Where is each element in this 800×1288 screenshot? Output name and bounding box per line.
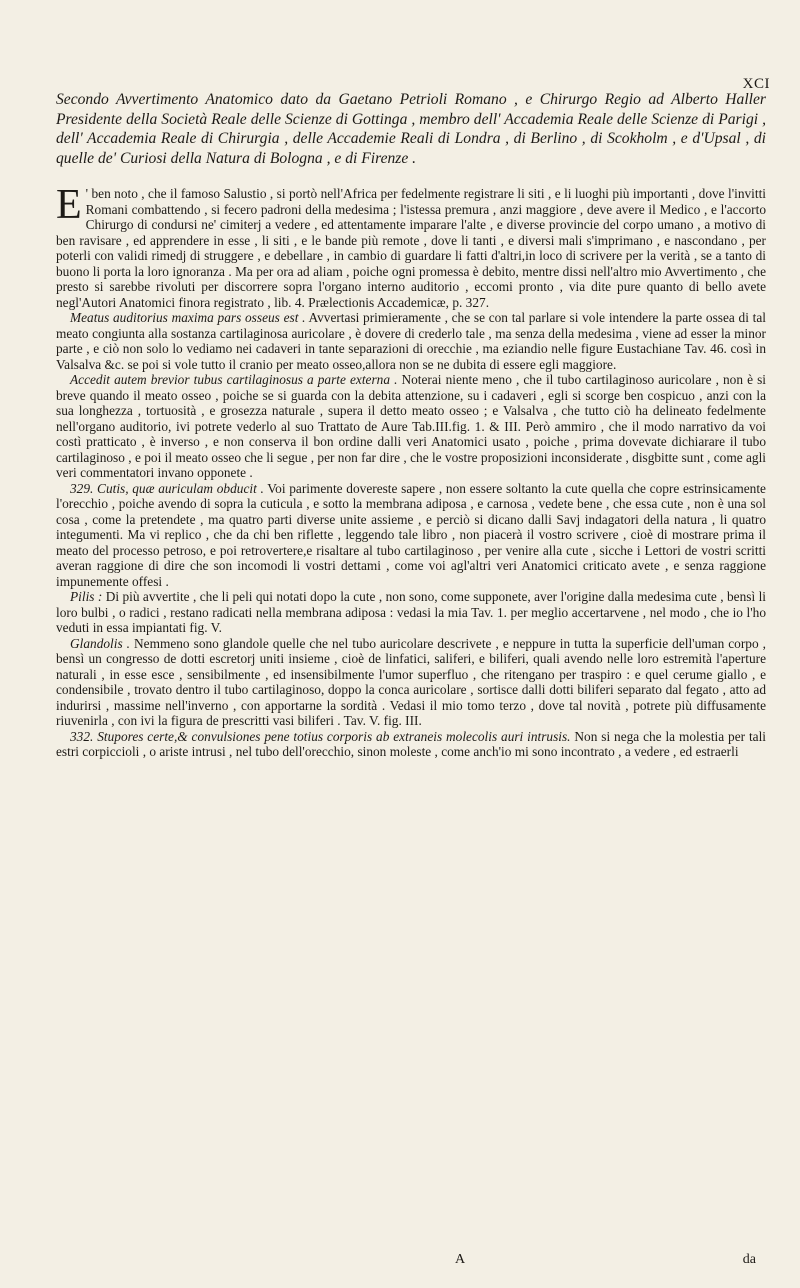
- drop-cap: E: [56, 182, 82, 228]
- paragraph-5: [56, 589, 766, 636]
- page-footer: [0, 1252, 800, 1270]
- paragraph-text: ' ben noto , che il famoso Salustio , si portò nell'Africa per fedelmente registrare li siti , e li luoghi più importanti , dove l'invitti Romani combattendo , si fecero padroni della medesima ; l'istessa premura , anzi maggiore , deve avere il Medico , e l'accorto Chirurgo di condursi ne' cimiterj a vedere , ed attentamente imparare l'alte , e diverse provincie del corpo umano , a motivo di ben ravisare , ed apprendere in esse , li siti , e le bande più remote , dove li tanti , e diversi mali s'imprimano , e nascondano , per poterli con validi rimedj di struggere , e debellare , in cambio di guardare li fatti d'altri,in loco di scrivere per la verità , se a tanto di buono li porta la loro ignoranza . Ma per ora ad aliam , poiche ogni promessa è debito, mentre dissi nell'altro mio Avvertimento , che presto si sarebbe rivoluti per discorrere sopra l'organo interno auditorio , eccomi pronto , via dite pure quanto di bello avete negl'Autori Anatomici finora registrato , lib. 4. Prælectionis Accademicæ, p. 327.: [56, 186, 766, 310]
- paragraph-text: Voi parimente dovereste sapere , non essere soltanto la cute quella che copre estrinsicamente l'orecchio , poiche avendo di sopra la cuticula , e sotto la membrana adiposa , e carnosa , vedete bene , che essa cute , non è una sol cosa , come la pretendete , ma quatro parti diverse unite assieme , e perciò si dicano dalli Savj indagatori della natura , li quatro integumenti. Ma vi replico , che da chi ben riflette , leggendo tale libro , non piacerà il vostro scrivere , cioè di mostrare prima il meato del processo petroso, e poi retrovertere,e risaltare al tubo cartilaginoso , per venire alla cute , sicche i Lettori de vostri scritti averan raggione di dire che son incomodi li vostri dettami , come voi agl'altri veri Anatomici criticato avete , e senza raggione impunemente offesi .: [56, 480, 766, 589]
- paragraph-lead: Pilis :: [70, 589, 103, 604]
- paragraph-lead: 329. Cutis, quæ auriculam obducit .: [70, 480, 264, 496]
- catchword: da: [742, 1252, 756, 1267]
- paragraph-text: Noterai niente meno , che il tubo cartilaginoso auricolare , non è si breve quando il meato osseo , poiche se si guarda con la debita attenzione, su i cadaveri , egli si scorge ben cospicuo , anzi con la sua longhezza , tortuosità , e grosezza naturale , supera il detto meato osseo ; e Valsalva , che tutto ciò ha delineato fedelmente nell'organo auditorio, ivi potrete vederlo al suo Trattato de Aure Tab.III.fig. 1. & III. Però ammiro , che il modo narrativo da voi costì pratticato , è inverso , e non conserva il bon ordine dalli veri Anatomici usato , poiche , prima dovevate dichiarare il tubo cartilaginoso , e poi il meato osseo che li segue , per non far dire , che le vostre proposizioni inconsiderate , disgbitte sunt , come agli veri commentatori invano opponete .: [56, 372, 766, 480]
- page-number: XCI: [742, 76, 770, 92]
- paragraph-6: [56, 636, 766, 729]
- paragraph-lead: 332. Stupores certe,& convulsiones pene totius corporis ab extraneis molecolis auri intrusis.: [70, 728, 571, 744]
- paragraph-lead: Meatus auditorius maxima pars osseus est .: [70, 310, 306, 325]
- paragraph-text: Avvertasi primieramente , che se con tal parlare si vole intendere la parte ossea di tal meato congiunta alla sostanza cartilaginosa auricolare , è dovere di crederlo tale , ma senza della medesima , viene ad esser la minor parte , e ciò non solo lo vediamo nei cadaveri in tante separazioni di orecchie , ma eziandio nelle figure Eustachiane Tav. 46. così in Valsalva &c. se poi si vole tutto il cranio per meato osseo,allora non se ne dubita di essere egli maggiore.: [56, 310, 766, 372]
- paragraph-lead: Accedit autem brevior tubus cartilaginosus a parte externa .: [70, 372, 398, 387]
- paragraph-4: [56, 481, 766, 590]
- paragraph-text: Non si nega che la molestia per tali estri corpiccioli , o ariste intrusi , nel tubo dell'orecchio, sinon moleste , come anch'io mi sono incontrato , a vedere , ed estraerli: [56, 728, 766, 759]
- paragraph-7: [56, 729, 766, 760]
- paragraph-1: [56, 182, 766, 310]
- body-text: [56, 182, 766, 760]
- signature-mark: A: [455, 1252, 466, 1267]
- chapter-title: Secondo Avvertimento Anatomico dato da Gaetano Petrioli Romano , e Chirurgo Regio ad Alberto Haller Presidente della Società Reale delle Scienze di Gottinga , membro dell' Accademia Reale delle Scienze di Parigi , dell' Accademia Reale di Chirurgia , delle Accademie Reali di Londra , di Berlino , di Scokholm , e d'Upsal , di quelle de' Curiosi della Natura di Bologna , e di Firenze .: [56, 91, 766, 167]
- paragraph-text: Nemmeno sono glandole quelle che nel tubo auricolare descrivete , e neppure in tutta la superficie dell'uman corpo , bensì un congresso de dotti escretorj uniti insieme , cioè de linfatici, saliferi, e biliferi, quali avendo nelle loro estremità l'aperture naturali , in esse esce , sensibilmente , ed insensibilmente l'umor superfluo , che ritengano per traspiro : e quel cerume giallo , e condensibile , trovato dentro il tubo cartilaginoso, doppo la conca auricolare , sortisce dalli dotti biliferi separato dal fegato , atto ad indurirsi , massime nell'inverno , con apportarne la sordità . Vedasi il mio tomo terzo , dove tal novità , potrete più diffusamente riuvenirla , con ivi la figura de prescritti vasi biliferi . Tav. V. fig. III.: [56, 635, 766, 728]
- paragraph-text: Di più avvertite , che li peli qui notati dopo la cute , non sono, come supponete, aver l'origine dalla medesima cute , bensì li loro bulbi , o radici , restano radicati nella membrana adiposa : vedasi la mia Tav. 1. per meglio accertarvene , nel modo , che io l'ho veduti in essa impiantati fig. V.: [56, 589, 766, 635]
- paragraph-lead: Glandolis .: [70, 635, 130, 651]
- paragraph-3: [56, 372, 766, 481]
- paragraph-2: [56, 310, 766, 372]
